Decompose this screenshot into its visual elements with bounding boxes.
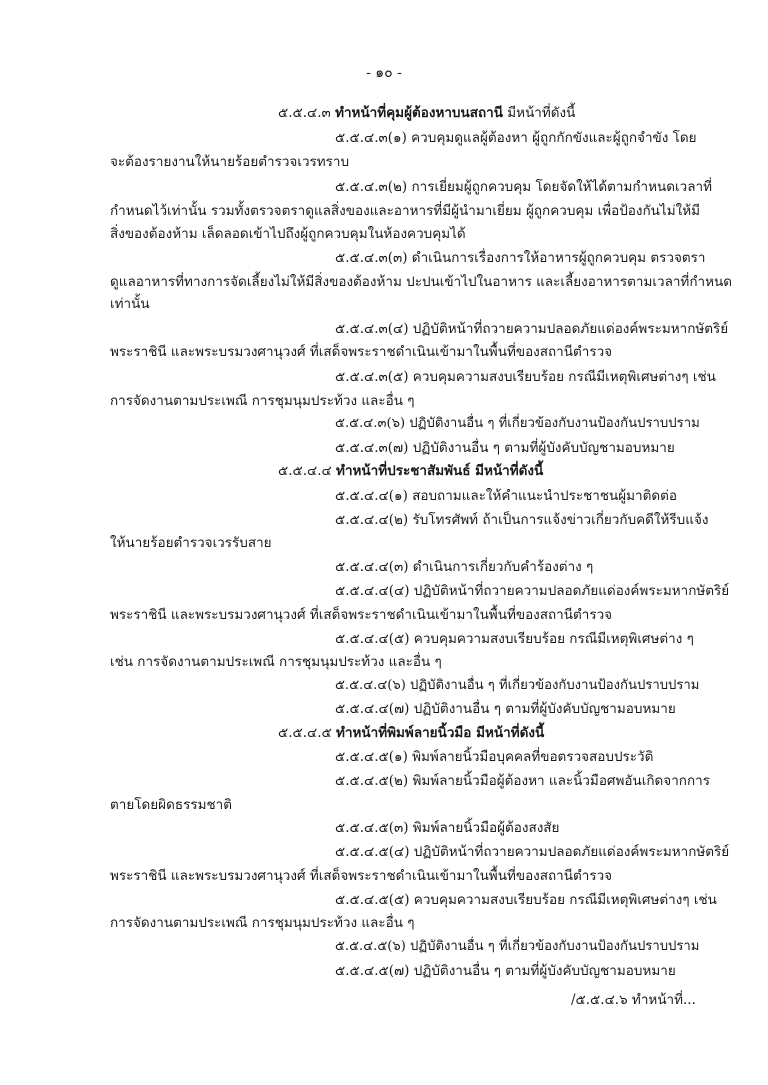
paragraph-line: ๕.๕.๔.๔(๕) ควบคุมความสงบเรียบร้อย กรณีมีเหตุพิเศษต่าง ๆ xyxy=(335,631,694,647)
section-number: ๕.๕.๔.๕ xyxy=(278,725,332,741)
paragraph-line: การจัดงานตามประเพณี การชุมนุมประท้วง และอื่น ๆ xyxy=(110,393,415,409)
paragraph-line: ๕.๕.๔.๓(๖) ปฏิบัติงานอื่น ๆ ที่เกี่ยวข้องกับงานป้องกันปราบปราม xyxy=(335,416,700,431)
paragraph-line: ๕.๕.๔.๔(๖) ปฏิบัติงานอื่น ๆ ที่เกี่ยวข้องกับงานป้องกันปราบปราม xyxy=(335,678,700,693)
paragraph-line: ๕.๕.๔.๔(๒) รับโทรศัพท์ ถ้าเป็นการแจ้งข่าวเกี่ยวกับคดีให้รีบแจ้ง xyxy=(335,512,709,528)
paragraph-line: ๕.๕.๔.๕(๕) ควบคุมความสงบเรียบร้อย กรณีมีเหตุพิเศษต่างๆ เช่น xyxy=(335,892,717,908)
section-heading-5545 xyxy=(278,723,544,743)
section-title: ทำหน้าที่คุมผู้ต้องหาบนสถานี xyxy=(335,105,503,121)
paragraph-line: สิ่งของต้องห้าม เล็ดลอดเข้าไปถึงผู้ถูกควบคุมในห้องควบคุมได้ xyxy=(110,226,466,242)
paragraph-line: ๕.๕.๔.๓(๒) การเยี่ยมผู้ถูกควบคุม โดยจัดให้ได้ตามกำหนดเวลาที่ xyxy=(335,179,712,195)
paragraph-line: ๕.๕.๔.๕(๗) ปฏิบัติงานอื่น ๆ ตามที่ผู้บังคับบัญชามอบหมาย xyxy=(335,963,676,979)
paragraph-line: กำหนดไว้เท่านั้น รวมทั้งตรวจตราดูแลสิ่งของและอาหารที่มีผู้นำมาเยี่ยม ผู้ถูกควบคุม เพื่อป้องกันไม่ให้มี xyxy=(110,203,700,219)
section-heading-5543 xyxy=(278,103,575,123)
paragraph-line: การจัดงานตามประเพณี การชุมนุมประท้วง และอื่น ๆ xyxy=(110,915,415,931)
paragraph-line: ๕.๕.๔.๔(๓) ดำเนินการเกี่ยวกับคำร้องต่าง ๆ xyxy=(335,559,594,575)
paragraph-line: ๕.๕.๔.๕(๖) ปฏิบัติงานอื่น ๆ ที่เกี่ยวข้องกับงานป้องกันปราบปราม xyxy=(335,939,700,954)
paragraph-line: ๕.๕.๔.๔(๗) ปฏิบัติงานอื่น ๆ ตามที่ผู้บังคับบัญชามอบหมาย xyxy=(335,701,676,717)
section-heading-5544 xyxy=(278,461,543,481)
paragraph-line: ตายโดยผิดธรรมชาติ xyxy=(110,797,233,813)
paragraph-line: ๕.๕.๔.๕(๑) พิมพ์ลายนิ้วมือบุคคลที่ขอตรวจสอบประวัติ xyxy=(335,749,654,765)
paragraph-line: ๕.๕.๔.๓(๗) ปฏิบัติงานอื่น ๆ ตามที่ผู้บังคับบัญชามอบหมาย xyxy=(335,440,675,456)
paragraph-line: ๕.๕.๔.๔(๔) ปฏิบัติหน้าที่ถวายความปลอดภัยแด่องค์พระมหากษัตริย์ xyxy=(335,583,730,599)
paragraph-line: จะต้องรายงานให้นายร้อยตำรวจเวรทราบ xyxy=(110,154,350,170)
section-title-suffix: มีหน้าที่ดังนี้ xyxy=(507,105,576,121)
paragraph-line: ๕.๕.๔.๓(๓) ดำเนินการเรื่องการให้อาหารผู้ถูกควบคุม ตรวจตรา xyxy=(335,250,706,266)
section-number: ๕.๕.๔.๔ xyxy=(278,463,332,479)
page-continuation-marker: /๕.๕.๔.๖ ทำหน้าที่... xyxy=(571,992,696,1008)
paragraph-line: เช่น การจัดงานตามประเพณี การชุมนุมประท้วง และอื่น ๆ xyxy=(110,654,442,670)
section-title: ทำหน้าที่ประชาสัมพันธ์ มีหน้าที่ดังนี้ xyxy=(336,463,544,479)
section-number: ๕.๕.๔.๓ xyxy=(278,105,331,121)
paragraph-line: พระราชินี และพระบรมวงศานุวงศ์ ที่เสด็จพระราชดำเนินเข้ามาในพื้นที่ของสถานีตำรวจ xyxy=(110,868,613,884)
paragraph-line: ๕.๕.๔.๕(๔) ปฏิบัติหน้าที่ถวายความปลอดภัยแด่องค์พระมหากษัตริย์ xyxy=(335,844,730,860)
paragraph-line: พระราชินี และพระบรมวงศานุวงศ์ ที่เสด็จพระราชดำเนินเข้ามาในพื้นที่ของสถานีตำรวจ xyxy=(110,607,613,623)
paragraph-line: ๕.๕.๔.๓(๕) ควบคุมความสงบเรียบร้อย กรณีมีเหตุพิเศษต่างๆ เช่น xyxy=(335,369,716,385)
paragraph-line: ให้นายร้อยตำรวจเวรรับสาย xyxy=(110,535,272,551)
paragraph-line: ดูแลอาหารที่ทางการจัดเลี้ยงไม่ให้มีสิ่งของต้องห้าม ปะปนเข้าไปในอาหาร และเลี้ยงอาหารตามเวลาที่กำหนด xyxy=(110,274,732,290)
paragraph-line: ๕.๕.๔.๓(๔) ปฏิบัติหน้าที่ถวายความปลอดภัยแด่องค์พระมหากษัตริย์ xyxy=(335,321,729,337)
paragraph-line: พระราชินี และพระบรมวงศานุวงศ์ ที่เสด็จพระราชดำเนินเข้ามาในพื้นที่ของสถานีตำรวจ xyxy=(110,344,613,360)
section-title: ทำหน้าที่พิมพ์ลายนิ้วมือ มีหน้าที่ดังนี้ xyxy=(336,725,545,741)
page-number: - ๑๐ - xyxy=(366,65,402,81)
paragraph-line: ๕.๕.๔.๕(๓) พิมพ์ลายนิ้วมือผู้ต้องสงสัย xyxy=(335,820,560,836)
paragraph-line: เท่านั้น xyxy=(110,296,150,312)
paragraph-line: ๕.๕.๔.๔(๑) สอบถามและให้คำแนะนำประชาชนผู้มาติดต่อ xyxy=(335,488,678,504)
paragraph-line: ๕.๕.๔.๓(๑) ควบคุมดูแลผู้ต้องหา ผู้ถูกกักขังและผู้ถูกจำขัง โดย xyxy=(335,130,697,146)
paragraph-line: ๕.๕.๔.๕(๒) พิมพ์ลายนิ้วมือผู้ต้องหา และนิ้วมือศพอันเกิดจากการ xyxy=(335,773,710,789)
